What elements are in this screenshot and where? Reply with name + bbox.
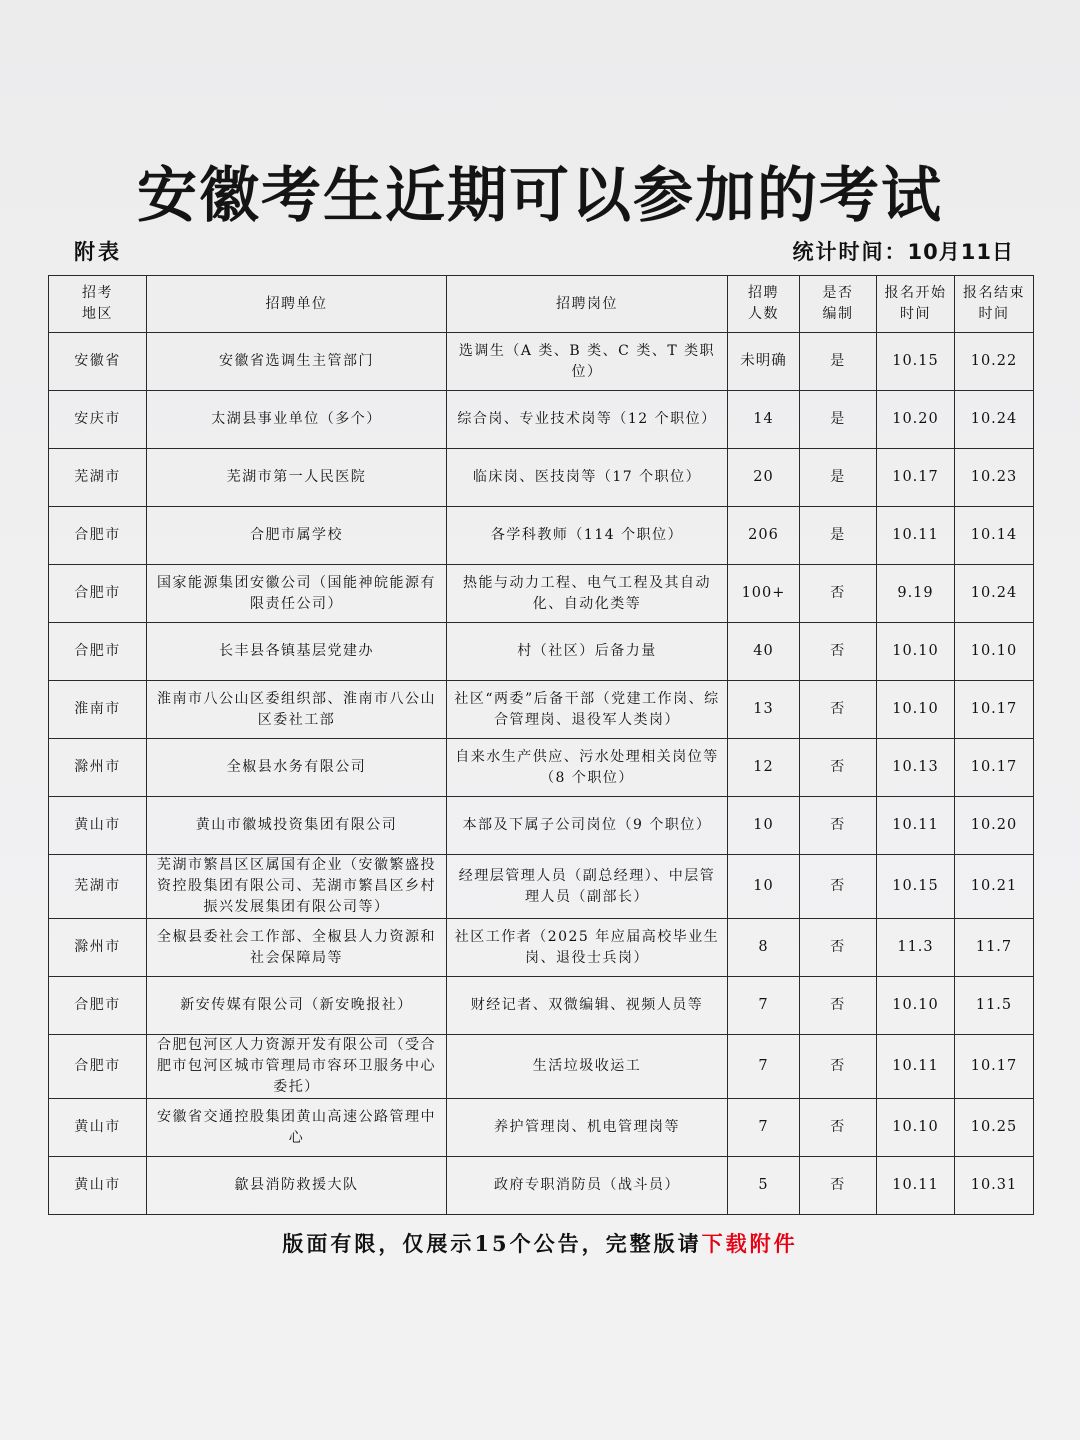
appendix-label: 附表 (74, 239, 122, 264)
cell-position: 综合岗、专业技术岗等（12 个职位） (447, 391, 728, 449)
cell-establishment: 否 (800, 855, 877, 919)
cell-unit: 歙县消防救援大队 (147, 1157, 447, 1215)
cell-start-time: 9.19 (877, 565, 955, 623)
download-attachment-link[interactable]: 下载附件 (701, 1231, 798, 1256)
stat-time (793, 236, 1014, 266)
cell-unit: 全椒县水务有限公司 (147, 739, 447, 797)
cell-end-time: 10.10 (955, 623, 1034, 681)
page-title: 安徽考生近期可以参加的考试 (137, 161, 943, 231)
cell-position: 自来水生产供应、污水处理相关岗位等（8 个职位） (447, 739, 728, 797)
cell-end-time: 10.20 (955, 797, 1034, 855)
cell-unit: 国家能源集团安徽公司（国能神皖能源有限责任公司） (147, 565, 447, 623)
stat-time-label: 统计时间： (792, 239, 908, 264)
cell-establishment: 否 (800, 565, 877, 623)
cell-unit: 黄山市徽城投资集团有限公司 (147, 797, 447, 855)
cell-start-time: 10.20 (877, 391, 955, 449)
cell-position: 社区“两委”后备干部（党建工作岗、综合管理岗、退役军人类岗） (447, 681, 728, 739)
cell-region: 黄山市 (49, 797, 147, 855)
header-start-time: 报名开始 时间 (877, 276, 955, 333)
cell-establishment: 是 (800, 391, 877, 449)
table-row (49, 449, 1034, 507)
cell-position: 养护管理岗、机电管理岗等 (447, 1099, 728, 1157)
cell-unit: 合肥包河区人力资源开发有限公司（受合肥市包河区城市管理局市容环卫服务中心委托） (147, 1035, 447, 1099)
cell-unit: 合肥市属学校 (147, 507, 447, 565)
table-row (49, 977, 1034, 1035)
cell-start-time: 10.10 (877, 623, 955, 681)
cell-unit: 安徽省选调生主管部门 (147, 333, 447, 391)
footer-text: 版面有限，仅展示15个公告，完整版请 (282, 1231, 702, 1256)
cell-establishment: 否 (800, 1035, 877, 1099)
table-header-row (49, 276, 1034, 333)
cell-position: 选调生（A 类、B 类、C 类、T 类职位） (447, 333, 728, 391)
table-row (49, 507, 1034, 565)
cell-count: 7 (728, 1035, 800, 1099)
cell-end-time: 10.23 (955, 449, 1034, 507)
cell-establishment: 是 (800, 333, 877, 391)
cell-establishment: 否 (800, 681, 877, 739)
cell-region: 合肥市 (49, 565, 147, 623)
table-row (49, 1035, 1034, 1099)
cell-establishment: 否 (800, 1157, 877, 1215)
cell-end-time: 10.17 (955, 739, 1034, 797)
cell-position: 政府专职消防员（战斗员） (447, 1157, 728, 1215)
cell-start-time: 10.11 (877, 797, 955, 855)
cell-position: 生活垃圾收运工 (447, 1035, 728, 1099)
table-row (49, 1157, 1034, 1215)
cell-count: 7 (728, 977, 800, 1035)
cell-establishment: 否 (800, 623, 877, 681)
cell-count: 206 (728, 507, 800, 565)
header-count: 招聘 人数 (728, 276, 800, 333)
cell-unit: 淮南市八公山区委组织部、淮南市八公山区委社工部 (147, 681, 447, 739)
cell-region: 芜湖市 (49, 855, 147, 919)
cell-position: 临床岗、医技岗等（17 个职位） (447, 449, 728, 507)
table-row (49, 797, 1034, 855)
cell-unit: 芜湖市第一人民医院 (147, 449, 447, 507)
cell-establishment: 否 (800, 919, 877, 977)
cell-region: 安徽省 (49, 333, 147, 391)
cell-region: 淮南市 (49, 681, 147, 739)
cell-region: 黄山市 (49, 1099, 147, 1157)
cell-region: 芜湖市 (49, 449, 147, 507)
header-end-time: 报名结束 时间 (955, 276, 1034, 333)
cell-region: 合肥市 (49, 623, 147, 681)
cell-establishment: 否 (800, 739, 877, 797)
cell-end-time: 10.25 (955, 1099, 1034, 1157)
cell-region: 合肥市 (49, 507, 147, 565)
cell-end-time: 10.17 (955, 1035, 1034, 1099)
cell-end-time: 10.22 (955, 333, 1034, 391)
cell-count: 7 (728, 1099, 800, 1157)
table-row (49, 739, 1034, 797)
recruitment-table (48, 275, 1034, 1215)
cell-unit: 新安传媒有限公司（新安晚报社） (147, 977, 447, 1035)
table-row (49, 1099, 1034, 1157)
table-row (49, 623, 1034, 681)
cell-region: 合肥市 (49, 977, 147, 1035)
table-row (49, 333, 1034, 391)
cell-position: 财经记者、双微编辑、视频人员等 (447, 977, 728, 1035)
cell-start-time: 10.15 (877, 855, 955, 919)
cell-end-time: 10.24 (955, 391, 1034, 449)
cell-unit: 全椒县委社会工作部、全椒县人力资源和社会保障局等 (147, 919, 447, 977)
cell-end-time: 11.7 (955, 919, 1034, 977)
cell-start-time: 10.10 (877, 681, 955, 739)
cell-count: 20 (728, 449, 800, 507)
cell-start-time: 10.11 (877, 1035, 955, 1099)
cell-unit: 长丰县各镇基层党建办 (147, 623, 447, 681)
cell-count: 未明确 (728, 333, 800, 391)
cell-count: 10 (728, 797, 800, 855)
table-row (49, 919, 1034, 977)
cell-end-time: 10.17 (955, 681, 1034, 739)
cell-start-time: 10.11 (877, 1157, 955, 1215)
cell-position: 村（社区）后备力量 (447, 623, 728, 681)
cell-count: 8 (728, 919, 800, 977)
footer-note (0, 1228, 1080, 1258)
cell-region: 安庆市 (49, 391, 147, 449)
cell-count: 5 (728, 1157, 800, 1215)
cell-count: 12 (728, 739, 800, 797)
cell-establishment: 否 (800, 977, 877, 1035)
cell-position: 各学科教师（114 个职位） (447, 507, 728, 565)
cell-position: 经理层管理人员（副总经理）、中层管理人员（副部长） (447, 855, 728, 919)
cell-establishment: 是 (800, 449, 877, 507)
cell-region: 黄山市 (49, 1157, 147, 1215)
cell-region: 合肥市 (49, 1035, 147, 1099)
cell-start-time: 10.11 (877, 507, 955, 565)
cell-start-time: 10.17 (877, 449, 955, 507)
table-row (49, 391, 1034, 449)
cell-end-time: 10.24 (955, 565, 1034, 623)
cell-position: 社区工作者（2025 年应届高校毕业生岗、退役士兵岗） (447, 919, 728, 977)
header-establishment: 是否 编制 (800, 276, 877, 333)
cell-establishment: 否 (800, 1099, 877, 1157)
cell-count: 40 (728, 623, 800, 681)
table-row (49, 681, 1034, 739)
cell-end-time: 10.14 (955, 507, 1034, 565)
cell-end-time: 11.5 (955, 977, 1034, 1035)
cell-count: 100+ (728, 565, 800, 623)
cell-unit: 安徽省交通控股集团黄山高速公路管理中心 (147, 1099, 447, 1157)
cell-start-time: 10.15 (877, 333, 955, 391)
cell-unit: 太湖县事业单位（多个） (147, 391, 447, 449)
cell-start-time: 10.13 (877, 739, 955, 797)
cell-unit: 芜湖市繁昌区区属国有企业（安徽繁盛投资控股集团有限公司、芜湖市繁昌区乡村振兴发展集团有限公司等） (147, 855, 447, 919)
cell-end-time: 10.21 (955, 855, 1034, 919)
cell-position: 本部及下属子公司岗位（9 个职位） (447, 797, 728, 855)
cell-count: 14 (728, 391, 800, 449)
cell-end-time: 10.31 (955, 1157, 1034, 1215)
cell-start-time: 11.3 (877, 919, 955, 977)
cell-start-time: 10.10 (877, 977, 955, 1035)
header-position: 招聘岗位 (447, 276, 728, 333)
cell-position: 热能与动力工程、电气工程及其自动化、自动化类等 (447, 565, 728, 623)
stat-time-value: 10月11日 (907, 240, 1014, 264)
cell-count: 10 (728, 855, 800, 919)
cell-establishment: 是 (800, 507, 877, 565)
cell-establishment: 否 (800, 797, 877, 855)
cell-region: 滁州市 (49, 919, 147, 977)
table-row (49, 855, 1034, 919)
table-row (49, 565, 1034, 623)
header-unit: 招聘单位 (147, 276, 447, 333)
cell-start-time: 10.10 (877, 1099, 955, 1157)
cell-count: 13 (728, 681, 800, 739)
cell-region: 滁州市 (49, 739, 147, 797)
header-region: 招考 地区 (49, 276, 147, 333)
